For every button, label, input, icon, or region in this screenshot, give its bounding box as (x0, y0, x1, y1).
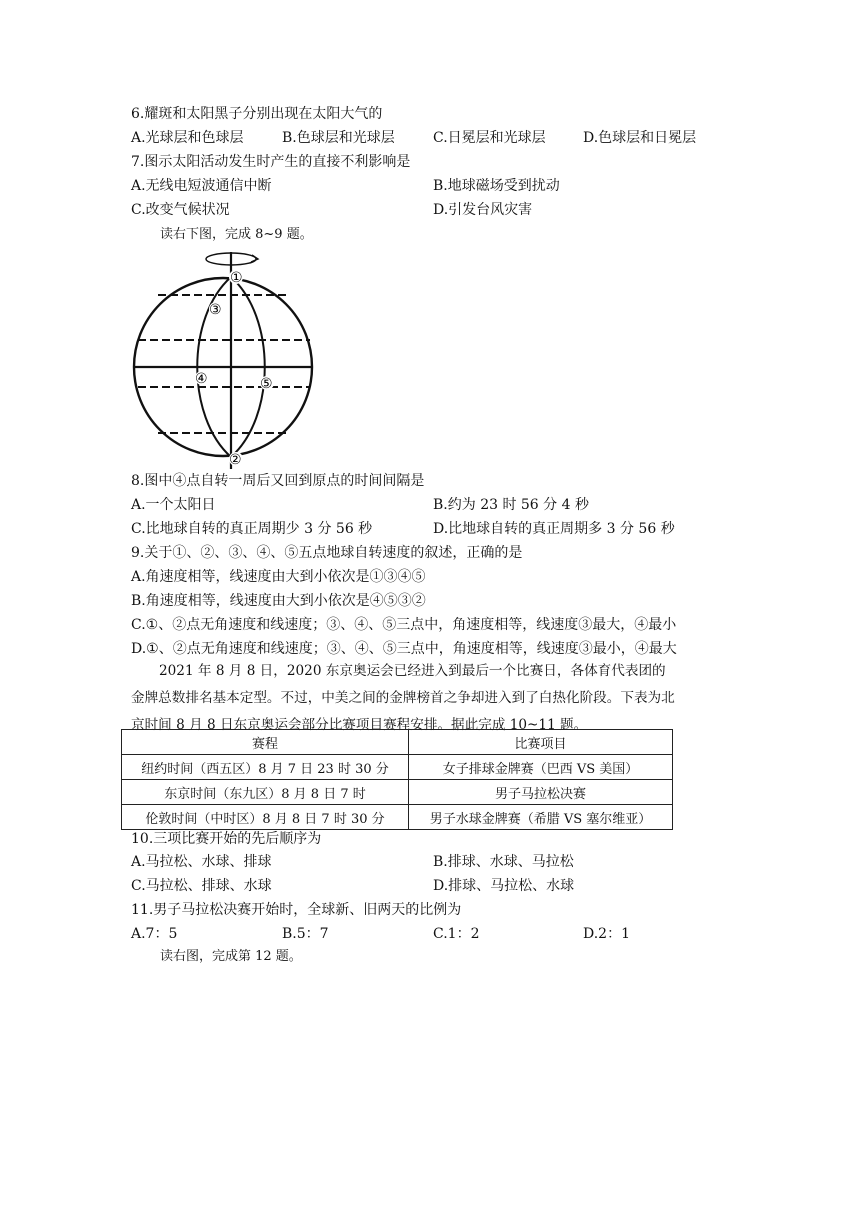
point-5-label: ⑤ (260, 376, 273, 392)
table-cell-schedule: 纽约时间（西五区）8 月 7 日 23 时 30 分 (122, 755, 409, 780)
question-10-option-a: A.马拉松、水球、排球 (131, 854, 272, 870)
question-8-option-d: D.比地球自转的真正周期多 3 分 56 秒 (433, 521, 675, 537)
question-8-option-c: C.比地球自转的真正周期少 3 分 56 秒 (131, 521, 373, 537)
passage-10-11: 2021 年 8 月 8 日，2020 东京奥运会已经进入到最后一个比赛日，各体育代表团的金牌总数排名基本定型。不过，中美之间的金牌榜首之争却进入到了白热化阶段。下表为北京时间 8 月 8 日东京奥运会部分比赛项目赛程安排。据此完成 10~11 题。 (131, 663, 675, 733)
question-11-option-d: D.2：1 (583, 926, 630, 942)
table-row (122, 780, 673, 805)
table-cell-schedule: 东京时间（东九区）8 月 8 日 7 时 (122, 780, 409, 805)
question-6-option-c: C.日冕层和光球层 (433, 130, 546, 146)
table-row (122, 755, 673, 780)
point-2-label: ② (229, 452, 242, 468)
question-7-stem: 7.图示太阳活动发生时产生的直接不利影响是 (131, 154, 411, 170)
question-11-option-a: A.7：5 (131, 926, 178, 942)
question-7-option-d: D.引发台风灾害 (433, 202, 533, 218)
table-cell-event: 女子排球金牌赛（巴西 VS 美国） (409, 755, 673, 780)
table-cell-event: 男子马拉松决赛 (409, 780, 673, 805)
table-row (122, 805, 673, 830)
question-11-option-b: B.5：7 (282, 926, 329, 942)
question-10-stem: 10.三项比赛开始的先后顺序为 (131, 831, 322, 847)
question-9-option-c: C.①、②点无角速度和线速度；③、④、⑤三点中，角速度相等，线速度③最大，④最小 (131, 617, 677, 633)
question-8-stem: 8.图中④点自转一周后又回到原点的时间间隔是 (131, 473, 425, 489)
table-header-schedule: 赛程 (122, 730, 409, 755)
point-4-label: ④ (195, 371, 208, 387)
question-8-option-a: A.一个太阳日 (131, 497, 216, 513)
schedule-table (121, 729, 673, 830)
question-10-option-d: D.排球、马拉松、水球 (433, 878, 575, 894)
point-1-label: ① (230, 270, 243, 286)
question-10-option-b: B.排球、水球、马拉松 (433, 854, 574, 870)
question-6-option-b: B.色球层和光球层 (282, 130, 395, 146)
question-6-option-d: D.色球层和日冕层 (583, 130, 697, 146)
globe-rotation-diagram (128, 247, 328, 472)
question-11-option-c: C.1：2 (433, 926, 480, 942)
intro-12: 读右图，完成第 12 题。 (160, 949, 302, 964)
question-10-option-c: C.马拉松、排球、水球 (131, 878, 272, 894)
question-6-option-a: A.光球层和色球层 (131, 130, 244, 146)
table-header-row (122, 730, 673, 755)
question-9-option-a: A.角速度相等，线速度由大到小依次是①③④⑤ (131, 569, 426, 585)
question-7-option-c: C.改变气候状况 (131, 202, 230, 218)
intro-8-9: 读右下图，完成 8~9 题。 (160, 227, 313, 242)
table-cell-event: 男子水球金牌赛（希腊 VS 塞尔维亚） (409, 805, 673, 830)
question-9-option-d: D.①、②点无角速度和线速度；③、④、⑤三点中，角速度相等，线速度③最小，④最大 (131, 641, 677, 657)
question-11-stem: 11.男子马拉松决赛开始时，全球新、旧两天的比例为 (131, 902, 462, 918)
question-6-stem: 6.耀斑和太阳黑子分别出现在太阳大气的 (131, 106, 383, 122)
table-header-event: 比赛项目 (409, 730, 673, 755)
question-7-option-b: B.地球磁场受到扰动 (433, 178, 560, 194)
question-9-option-b: B.角速度相等，线速度由大到小依次是④⑤③② (131, 593, 426, 609)
question-9-stem: 9.关于①、②、③、④、⑤五点地球自转速度的叙述，正确的是 (131, 545, 523, 561)
table-cell-schedule: 伦敦时间（中时区）8 月 8 日 7 时 30 分 (122, 805, 409, 830)
point-3-label: ③ (209, 302, 222, 318)
question-7-option-a: A.无线电短波通信中断 (131, 178, 272, 194)
question-8-option-b: B.约为 23 时 56 分 4 秒 (433, 497, 589, 513)
